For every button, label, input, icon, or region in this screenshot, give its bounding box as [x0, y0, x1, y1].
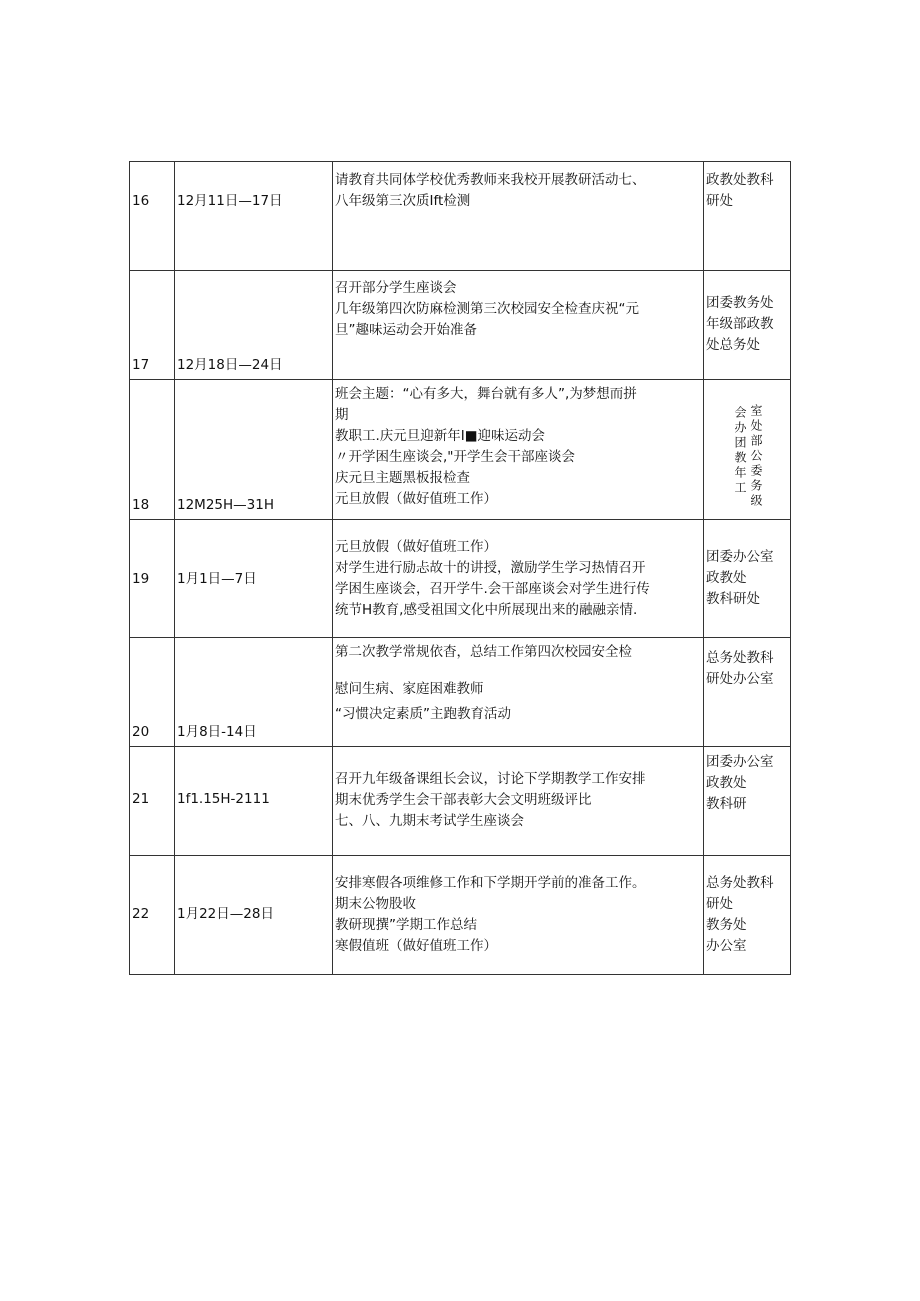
department-cell: 政教处教科 研处 — [704, 162, 791, 271]
activities-cell: 安排寒假各项维修工作和下学期开学前的准备工作。 期末公物股收 教研现撰”学期工作总结 寒假值班（做好值班工作） — [333, 856, 704, 975]
table-row — [130, 747, 791, 856]
vertical-dept-text: 室处部公委务级 会办团教年工 — [733, 404, 763, 509]
department-cell: 总务处教科 研处办公室 — [704, 638, 791, 747]
activities-cell: 第二次教学常规依杳，总结工作第四次校园安全检 慰问生病、家庭困难教师 “习惯决定素质”主跑教育活动 — [333, 638, 704, 747]
week-cell: 22 — [130, 856, 175, 975]
activities-cell: 请教育共同体学校优秀教师来我校开展教研活动七、 八年级第三次质Ift检测 — [333, 162, 704, 271]
activities-cell: 召开部分学生座谈会 几年级第四次防麻检测第三次校园安全检查庆祝“元 旦”趣味运动会开始准备 — [333, 271, 704, 380]
date-cell: 12月11日—17日 — [175, 162, 333, 271]
activities-cell: 班会主题：“心有多大，舞台就有多人”,为梦想而拼 期 教职工.庆元旦迎新年I■迎味运动会 〃开学困生座谈会,"开学生会干部座谈会 庆元旦主题黑板报检查 元旦放假（做好值班工作） — [333, 380, 704, 520]
activities-cell: 元旦放假（做好值班工作） 对学生进行励忐故十的讲授，激励学生学习热情召开 学困生座谈会，召开学牛.会干部座谈会对学生进行传 统节H教育,感受祖国文化中所展现出来的融融亲情. — [333, 520, 704, 638]
department-cell: 总务处教科 研处 教务处 办公室 — [704, 856, 791, 975]
table-row — [130, 520, 791, 638]
table-row — [130, 856, 791, 975]
activities-cell: 召开九年级备课组长会议，讨论下学期教学工作安排 期末优秀学生会干部表彰大会文明班级评比 七、八、九期末考试学生座谈会 — [333, 747, 704, 856]
week-cell: 21 — [130, 747, 175, 856]
week-cell: 16 — [130, 162, 175, 271]
schedule-table — [129, 161, 791, 975]
table-row — [130, 638, 791, 747]
table-row — [130, 380, 791, 520]
date-cell: 1f1.15H-2111 — [175, 747, 333, 856]
department-cell — [704, 380, 791, 520]
week-cell: 17 — [130, 271, 175, 380]
date-cell: 1月22日—28日 — [175, 856, 333, 975]
date-cell: 12M25H—31H — [175, 380, 333, 520]
department-cell: 团委教务处 年级部政教 处总务处 — [704, 271, 791, 380]
week-cell: 20 — [130, 638, 175, 747]
department-cell: 团委办公室 政教处 教科研 — [704, 747, 791, 856]
week-cell: 18 — [130, 380, 175, 520]
department-cell: 团委办公室 政教处 教科研处 — [704, 520, 791, 638]
date-cell: 1月1日—7日 — [175, 520, 333, 638]
date-cell: 12月18日—24日 — [175, 271, 333, 380]
table-row — [130, 162, 791, 271]
date-cell: 1月8日-14日 — [175, 638, 333, 747]
week-cell: 19 — [130, 520, 175, 638]
table-row — [130, 271, 791, 380]
